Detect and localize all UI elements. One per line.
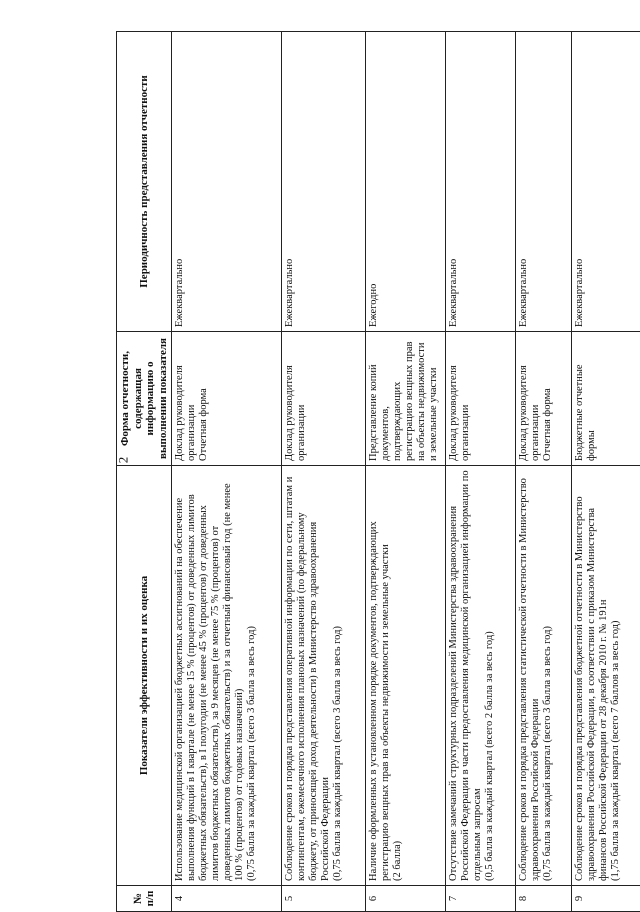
row-form (516, 332, 572, 466)
form-item: Представление копий документов, подтверждающих регистрацию вещных прав на объекты недвижимости и земельные участки (368, 336, 440, 461)
form-item: Доклад руководителя организации (284, 336, 308, 461)
indicators-table (116, 31, 640, 912)
row-period: Ежеквартально (282, 32, 366, 332)
row-form (446, 332, 516, 466)
table-header-row (117, 32, 172, 912)
header-form: Форма отчетности, содержащая информацию о выполнении показателя (117, 332, 172, 466)
row-period: Ежеквартально (516, 32, 572, 332)
page-number: 2 (115, 457, 131, 464)
row-period: Ежеквартально (572, 32, 640, 332)
row-form (172, 332, 282, 466)
table-row (172, 32, 282, 912)
header-period: Периодичность представления отчетности (117, 32, 172, 332)
rotated-table-container (116, 32, 636, 912)
row-form (572, 332, 640, 466)
indicator-text: Использование медицинской организацией бюджетных ассигнований на обеспечение выполнения функций в I квартале (не менее 15 % (процентов) от доведенных лимитов бюджетных обязательств), в I полугодии (не менее 45 % (процентов) от доведенных лимитов бюджетных обязательств), за 9 месяцев (не менее 75 % (процентов) от доведенных лимитов бюджетных обязательств) и за отчетный финансовый год (не менее 100 % (процентов) от годовых назначений) (174, 470, 246, 881)
table-row (572, 32, 640, 912)
indicator-text: Наличие оформленных в установленном порядке документов, подтверждающих регистрацию вещных прав на объекты недвижимости и земельные участки (368, 470, 392, 881)
row-period: Ежеквартально (172, 32, 282, 332)
row-indicator (572, 466, 640, 886)
row-indicator (516, 466, 572, 886)
indicator-score: (1,75 балла за каждый квартал (всего 7 баллов за весь год) (610, 470, 622, 881)
row-period: Ежеквартально (446, 32, 516, 332)
indicator-text: Соблюдение сроков и порядка представления бюджетной отчетности в Министерство здравоохранения Российской Федерации, в соответствии с приказом Министерства финансов Российской Федерации от 28 декабря 2010 г. № 191н (574, 470, 610, 881)
header-indicator: Показатели эффективности и их оценка (117, 466, 172, 886)
row-num: 5 (282, 886, 366, 912)
row-indicator (172, 466, 282, 886)
table-row (446, 32, 516, 912)
indicator-text: Соблюдение сроков и порядка представления оперативной информации по сети, штатам и контингентам, ежемесячного исполнения плановых назначений (по федеральному бюджету, от приносящей доход деятельности) в Министерство здравоохранения Российской Федерации (284, 470, 332, 881)
row-num: 7 (446, 886, 516, 912)
indicator-score: (0,75 балла за каждый квартал (всего 3 балла за весь год) (246, 470, 258, 881)
row-form (366, 332, 446, 466)
form-item: Доклад руководителя организации (518, 336, 542, 461)
indicator-text: Отсутствие замечаний структурных подразделений Министерства здравоохранения Российской Федерации в части предоставления медицинской организацией информации по отдельным запросам (448, 470, 484, 881)
table-row (516, 32, 572, 912)
indicator-score: (2 балла) (392, 470, 404, 881)
row-period: Ежегодно (366, 32, 446, 332)
row-num: 4 (172, 886, 282, 912)
form-item: Отчетная форма (198, 336, 210, 461)
row-form (282, 332, 366, 466)
indicator-score: (0,75 балла за каждый квартал (всего 3 балла за весь год) (542, 470, 554, 881)
indicator-score: (0,75 балла за каждый квартал (всего 3 балла за весь год) (332, 470, 344, 881)
form-item: Доклад руководителя организации (448, 336, 472, 461)
form-item: Доклад руководителя организации (174, 336, 198, 461)
row-indicator (282, 466, 366, 886)
row-indicator (366, 466, 446, 886)
table-row (366, 32, 446, 912)
indicator-text: Соблюдение сроков и порядка представления статистической отчетности в Министерство здравоохранения Российской Федерации (518, 470, 542, 881)
table-body (172, 32, 640, 912)
header-num: № п/п (117, 886, 172, 912)
indicator-score: (0,5 балла за каждый квартал (всего 2 балла за весь год) (484, 470, 496, 881)
row-indicator (446, 466, 516, 886)
form-item: Бюджетные отчетные формы (574, 336, 598, 461)
form-item: Отчетная форма (542, 336, 554, 461)
row-num: 6 (366, 886, 446, 912)
row-num: 8 (516, 886, 572, 912)
row-num: 9 (572, 886, 640, 912)
table-row (282, 32, 366, 912)
